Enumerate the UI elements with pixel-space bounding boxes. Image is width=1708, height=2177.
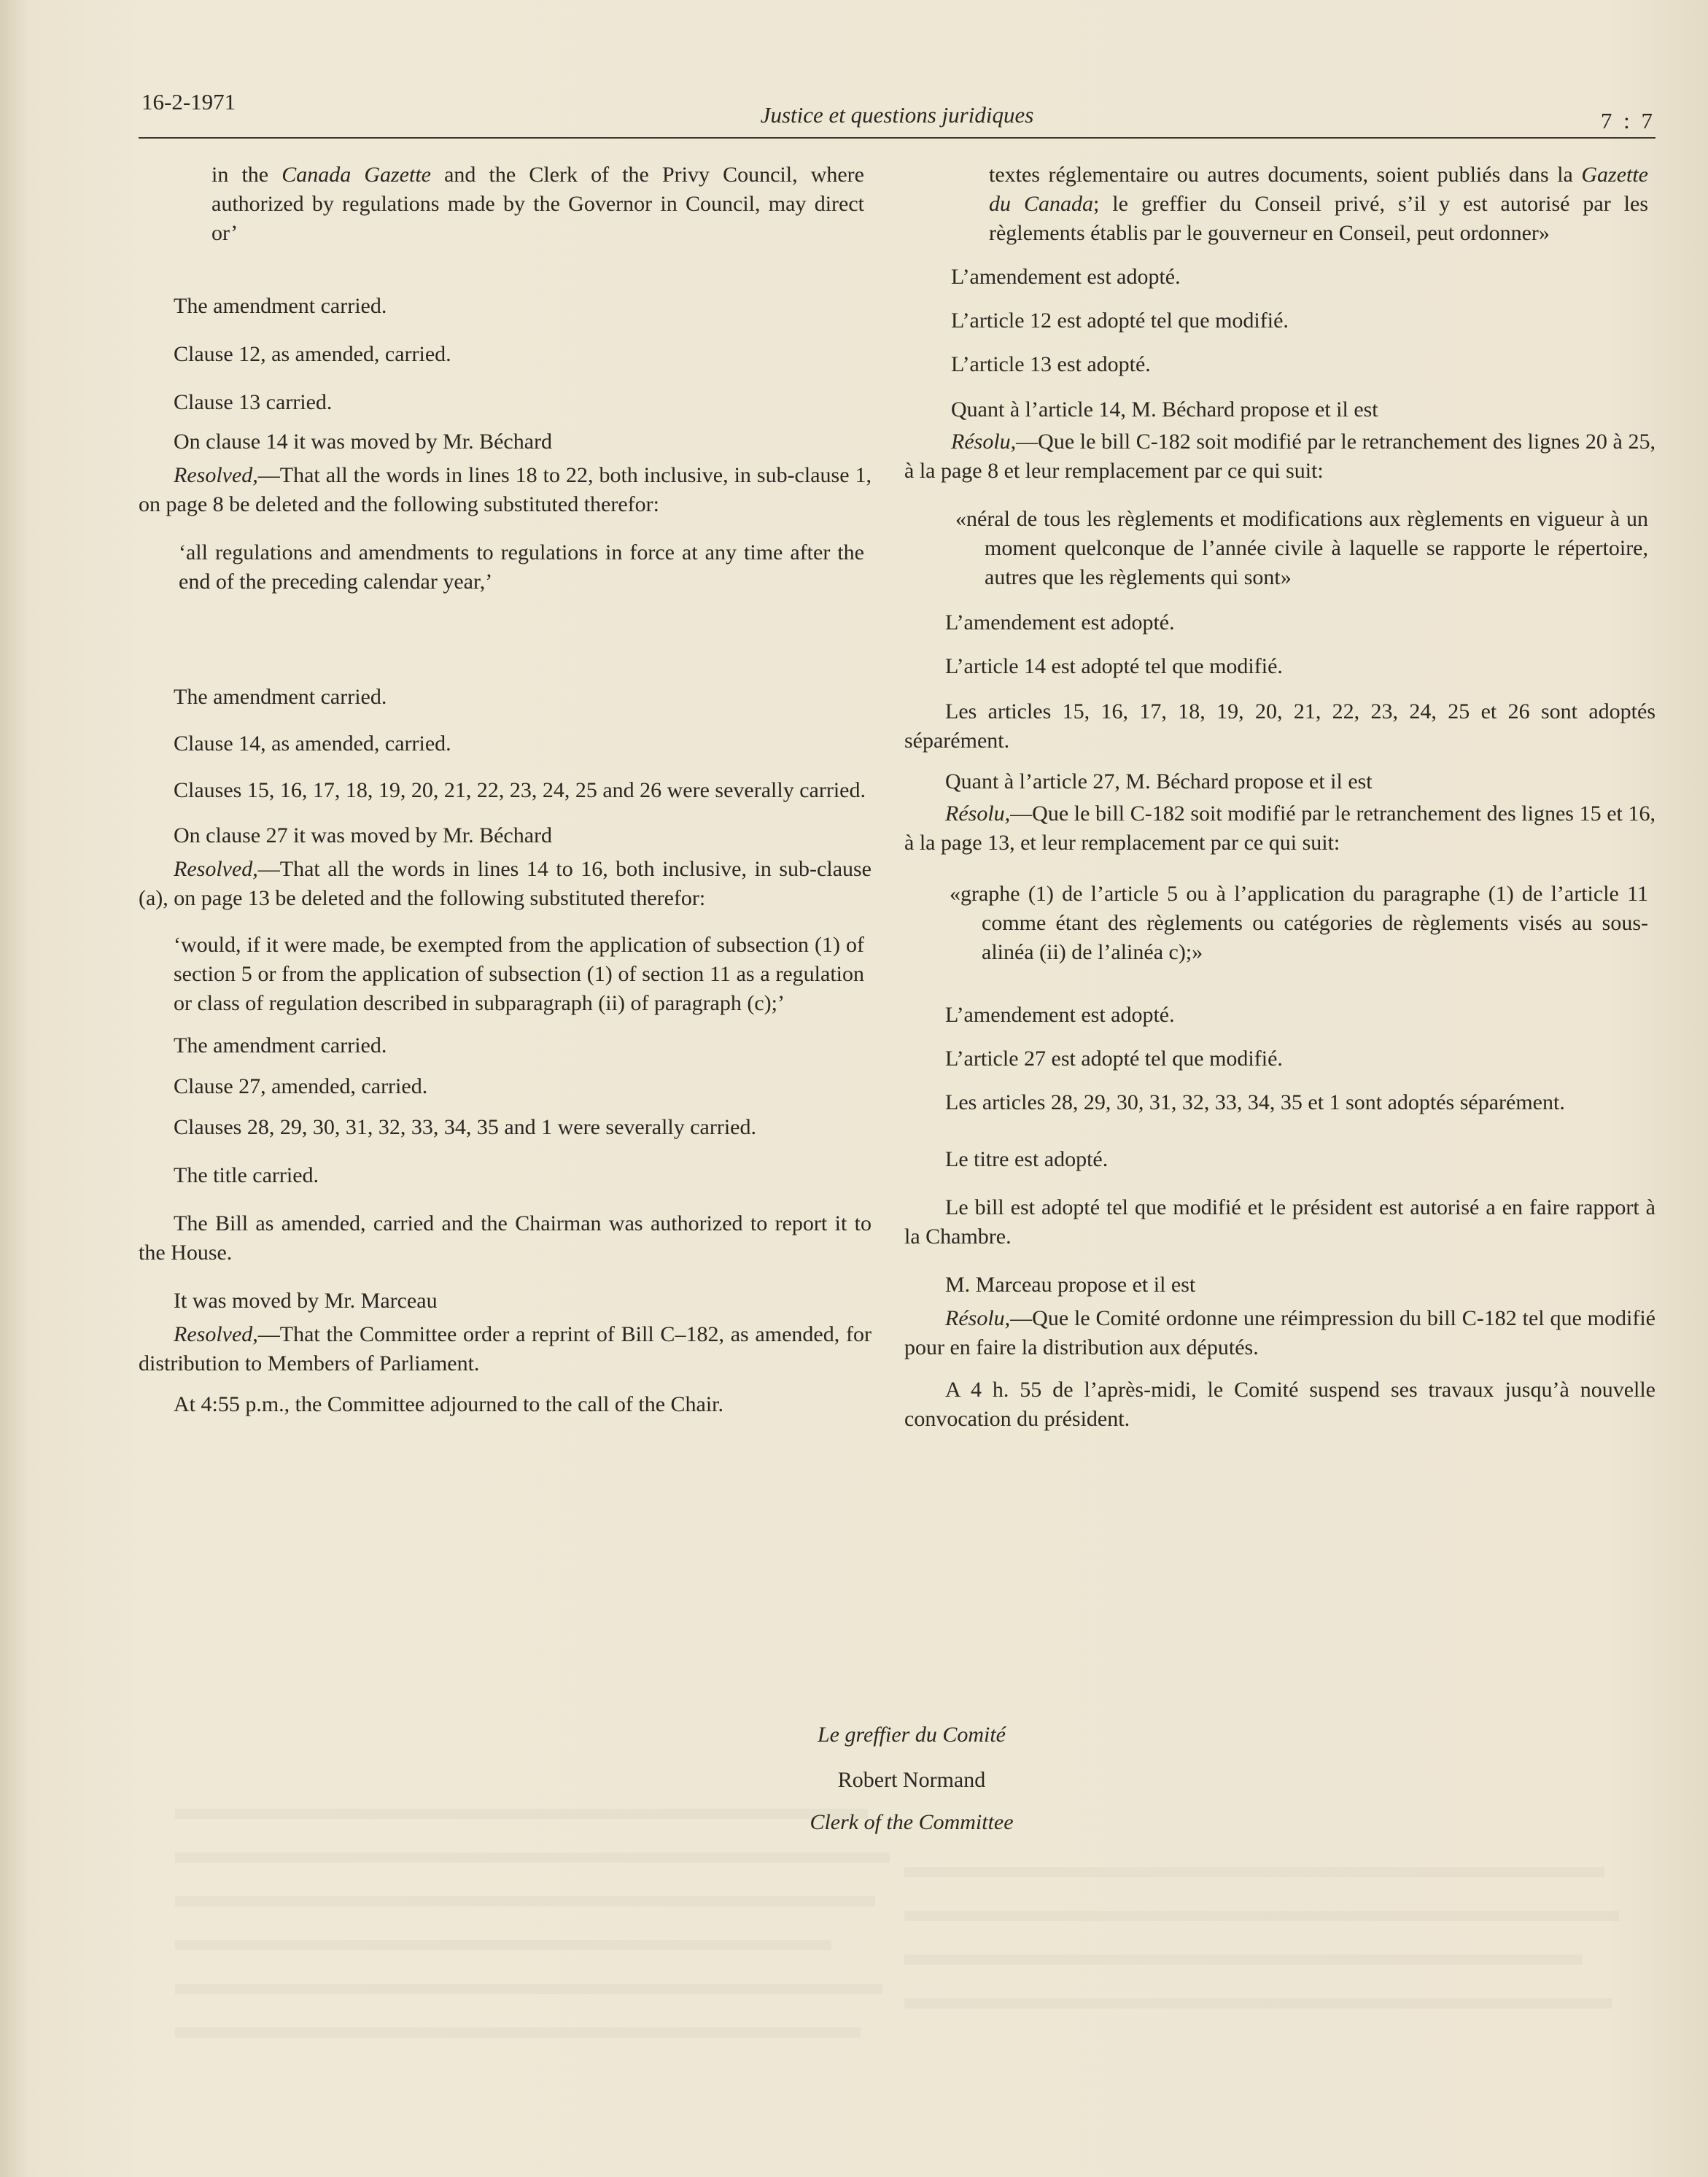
paragraph: L’article 27 est adopté tel que modifié. [945, 1047, 1283, 1071]
paragraph: It was moved by Mr. Marceau [174, 1289, 438, 1313]
paragraph: Les articles 28, 29, 30, 31, 32, 33, 34, 35 et 1 sont adoptés séparément. [945, 1090, 1565, 1114]
quoted-amendment: «graphe (1) de l’article 5 ou à l’application du paragraphe (1) de l’article 11 comme étant des règlements ou catégories de règlements visés au sous-alinéa (ii) de l’alinéa c);» [950, 882, 1648, 964]
paragraph: in the Canada Gazette and the Clerk of the Privy Council, where authorized by regulations made by the Governor in Council, may direct or’ [211, 163, 864, 245]
page-header [139, 86, 1655, 139]
paragraph: Résolu,—Que le bill C-182 soit modifié par le retranchement des lignes 20 à 25, à la page 8 et leur remplacement par ce qui suit: [904, 430, 1655, 483]
header-date: 16-2-1971 [141, 89, 236, 115]
paragraph: Clause 13 carried. [174, 390, 333, 414]
paragraph: M. Marceau propose et il est [945, 1273, 1196, 1297]
paragraph: On clause 14 it was moved by Mr. Béchard [174, 430, 553, 454]
paragraph: The amendment carried. [174, 685, 387, 709]
paragraph: Quant à l’article 27, M. Béchard propose et il est [945, 769, 1373, 793]
paragraph: Le titre est adopté. [945, 1147, 1109, 1171]
paragraph: Resolved,—That the Committee order a reprint of Bill C–182, as amended, for distribution to Members of Parliament. [139, 1322, 872, 1375]
paragraph: The Bill as amended, carried and the Chairman was authorized to report it to the House. [139, 1211, 872, 1265]
paragraph: The amendment carried. [174, 294, 387, 318]
english-column [139, 160, 872, 1419]
french-column [904, 160, 1655, 1434]
paragraph: L’article 12 est adopté tel que modifié. [951, 308, 1289, 333]
header-title: Justice et questions juridiques [760, 102, 1034, 128]
signature-french-title: Le greffier du Comité [817, 1723, 1006, 1747]
paragraph: Resolved,—That all the words in lines 18 to 22, both inclusive, in sub-clause 1, on page 8 be deleted and the following substituted therefor: [139, 463, 872, 516]
paragraph: Resolved,—That all the words in lines 14 to 16, both inclusive, in sub-clause (a), on page 13 be deleted and the following substituted therefor: [139, 857, 872, 910]
paragraph: At 4:55 p.m., the Committee adjourned to the call of the Chair. [174, 1392, 724, 1416]
paragraph: Clauses 28, 29, 30, 31, 32, 33, 34, 35 and 1 were severally carried. [174, 1115, 756, 1139]
paragraph: On clause 27 it was moved by Mr. Béchard [174, 823, 553, 847]
paragraph: L’article 14 est adopté tel que modifié. [945, 654, 1283, 678]
paragraph: Clause 27, amended, carried. [174, 1074, 428, 1098]
paragraph: Clause 12, as amended, carried. [174, 342, 451, 366]
paragraph: Clauses 15, 16, 17, 18, 19, 20, 21, 22, 23, 24, 25 and 26 were severally carried. [174, 778, 866, 802]
paragraph: Résolu,—Que le Comité ordonne une réimpression du bill C-182 tel que modifié pour en faire la distribution aux députés. [904, 1306, 1655, 1359]
paragraph: Quant à l’article 14, M. Béchard propose et il est [951, 397, 1378, 422]
paragraph: Les articles 15, 16, 17, 18, 19, 20, 21, 22, 23, 24, 25 et 26 sont adoptés séparément. [904, 699, 1655, 753]
paragraph: L’amendement est adopté. [951, 265, 1181, 289]
paragraph: A 4 h. 55 de l’après-midi, le Comité suspend ses travaux jusqu’à nouvelle convocation du président. [904, 1378, 1655, 1431]
quoted-amendment: ‘all regulations and amendments to regulations in force at any time after the end of the preceding calendar year,’ [179, 540, 864, 594]
paragraph: textes réglementaire ou autres documents, soient publiés dans la Gazette du Canada; le greffier du Conseil privé, s’il y est autorisé par les règlements établis par le gouverneur en Conseil, peut ordonner» [989, 163, 1649, 245]
quoted-amendment: ‘would, if it were made, be exempted from the application of subsection (1) of section 5 or from the application of subsection (1) of section 11 as a regulation or class of regulation described in subparagraph (ii) of paragraph (c);’ [174, 933, 864, 1015]
quoted-amendment: «néral de tous les règlements et modifications aux règlements en vigueur à un moment quelconque de l’année civile à laquelle se rapporte le répertoire, autres que les règlements qui sont» [955, 507, 1648, 589]
signature-name: Robert Normand [837, 1768, 986, 1792]
paragraph: The title carried. [174, 1163, 319, 1187]
paragraph: L’amendement est adopté. [945, 1003, 1175, 1027]
paragraph: Clause 14, as amended, carried. [174, 732, 451, 756]
paragraph: L’article 13 est adopté. [951, 352, 1151, 376]
signature-english-title: Clerk of the Committee [810, 1810, 1014, 1834]
paragraph: L’amendement est adopté. [945, 610, 1175, 635]
header-page-number: 7 : 7 [1600, 108, 1655, 133]
paragraph: Le bill est adopté tel que modifié et le président est autorisé a en faire rapport à la Chambre. [904, 1195, 1655, 1249]
paragraph: The amendment carried. [174, 1033, 387, 1058]
paragraph: Résolu,—Que le bill C-182 soit modifié par le retranchement des lignes 15 et 16, à la page 13, et leur remplacement par ce qui suit: [904, 802, 1655, 855]
